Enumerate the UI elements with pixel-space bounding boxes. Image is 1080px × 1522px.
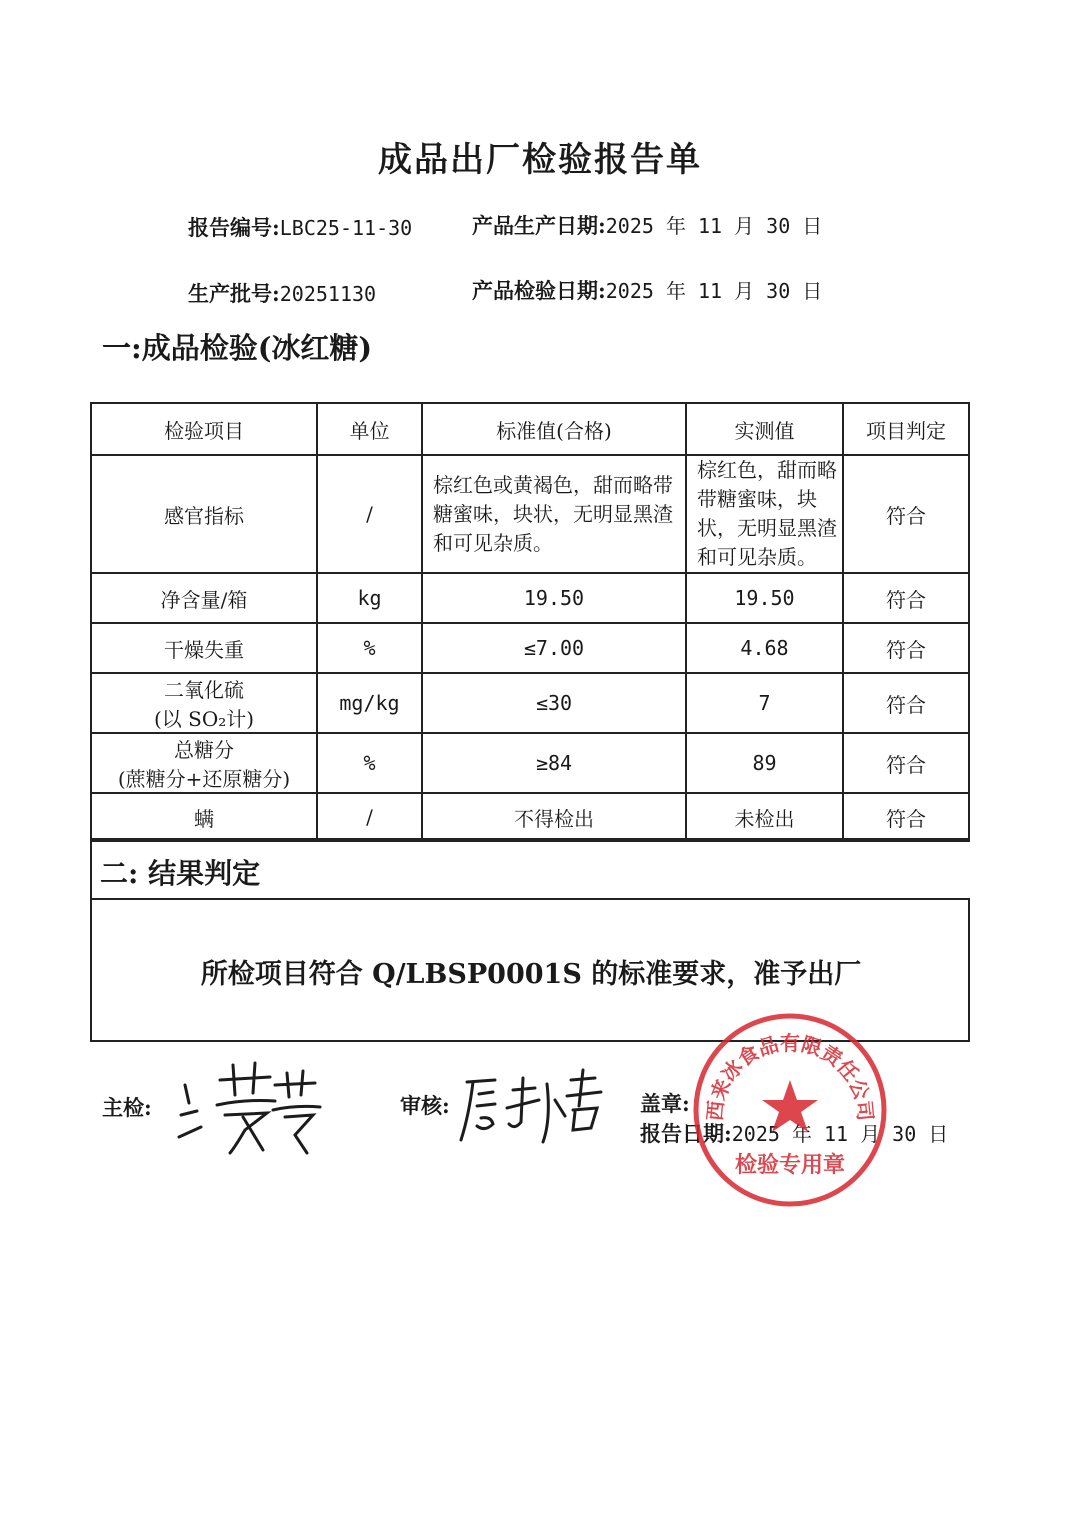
seal-label: 盖章: [640,1091,690,1116]
table-row [91,793,969,841]
production-date-label: 产品生产日期: [472,213,606,238]
chief-inspector-signature [175,1055,325,1160]
batch-no-value: 20251130 [279,282,377,306]
header-unit: 单位 [317,403,422,455]
cell-standard: 棕红色或黄褐色，甜而略带糖蜜味，块状，无明显黑渣和可见杂质。 [422,455,686,573]
inspection-table [90,402,970,842]
cell-item: 干燥失重 [91,623,317,673]
header-item: 检验项目 [91,403,317,455]
stamp-company-text: 西来冰食品有限责任公司 [702,1031,878,1122]
inspection-date [472,275,822,305]
cell-standard: ≤30 [422,673,686,733]
header-standard: 标准值(合格) [422,403,686,455]
cell-result: 符合 [843,623,969,673]
header-result: 项目判定 [843,403,969,455]
cell-unit: mg/kg [317,673,422,733]
cell-measured: 7 [686,673,843,733]
cell-measured: 19.50 [686,573,843,623]
cell-item [91,673,317,733]
cell-measured: 89 [686,733,843,793]
page-title: 成品出厂检验报告单 [378,140,702,180]
cell-measured: 未检出 [686,793,843,841]
cell-unit: % [317,623,422,673]
cell-unit: / [317,793,422,841]
cell-standard: ≥84 [422,733,686,793]
report-no [188,212,412,242]
table-row [91,573,969,623]
section-inspection-heading: 一:成品检验(冰红糖) [102,331,373,365]
inspection-date-label: 产品检验日期: [472,278,606,303]
cell-unit: / [317,455,422,573]
cell-measured: 棕红色，甜而略带糖蜜味，块状，无明显黑渣和可见杂质。 [686,455,843,573]
cell-standard: 19.50 [422,573,686,623]
table-row [91,673,969,733]
cell-item: 净含量/箱 [91,573,317,623]
table-row [91,455,969,573]
inspection-date-value: 2025 年 11 月 30 日 [605,279,823,303]
cell-unit: kg [317,573,422,623]
cell-item-line2: (蔗糖分+还原糖分) [117,767,291,791]
report-no-label: 报告编号: [188,215,280,240]
cell-unit: % [317,733,422,793]
header-measured: 实测值 [686,403,843,455]
cell-item-line2: (以 SO₂计) [153,707,255,731]
cell-item: 螨 [91,793,317,841]
cell-result: 符合 [843,573,969,623]
table-row [91,733,969,793]
reviewer-signature [455,1060,605,1150]
report-no-value: LBC25-11-30 [279,216,413,240]
cell-result: 符合 [843,673,969,733]
conclusion-text: 所检项目符合 Q/LBSP0001S 的标准要求，准予出厂 [200,959,862,990]
section-result-heading: 二: 结果判定 [100,857,261,890]
report-date-value: 2025 年 11 月 30 日 [731,1122,949,1146]
cell-result: 符合 [843,733,969,793]
cell-item [91,733,317,793]
cell-item-line1: 二氧化硫 [164,678,244,702]
batch-no-label: 生产批号: [188,281,280,306]
cell-standard: 不得检出 [422,793,686,841]
reviewer-label: 审核: [400,1093,450,1118]
table-header-row [91,403,969,455]
cell-item: 感官指标 [91,455,317,573]
batch-no [188,278,376,308]
cell-standard: ≤7.00 [422,623,686,673]
cell-measured: 4.68 [686,623,843,673]
chief-inspector-label: 主检: [102,1095,152,1120]
report-date-label: 报告日期: [640,1121,732,1146]
cell-result: 符合 [843,455,969,573]
table-row [91,623,969,673]
production-date-value: 2025 年 11 月 30 日 [605,214,823,238]
stamp-center-text: 检验专用章 [734,1152,846,1178]
divider [92,898,970,900]
production-date [472,210,822,240]
cell-item-line1: 总糖分 [174,738,234,762]
star-icon [762,1080,818,1132]
company-stamp [690,1010,890,1210]
cell-result: 符合 [843,793,969,841]
